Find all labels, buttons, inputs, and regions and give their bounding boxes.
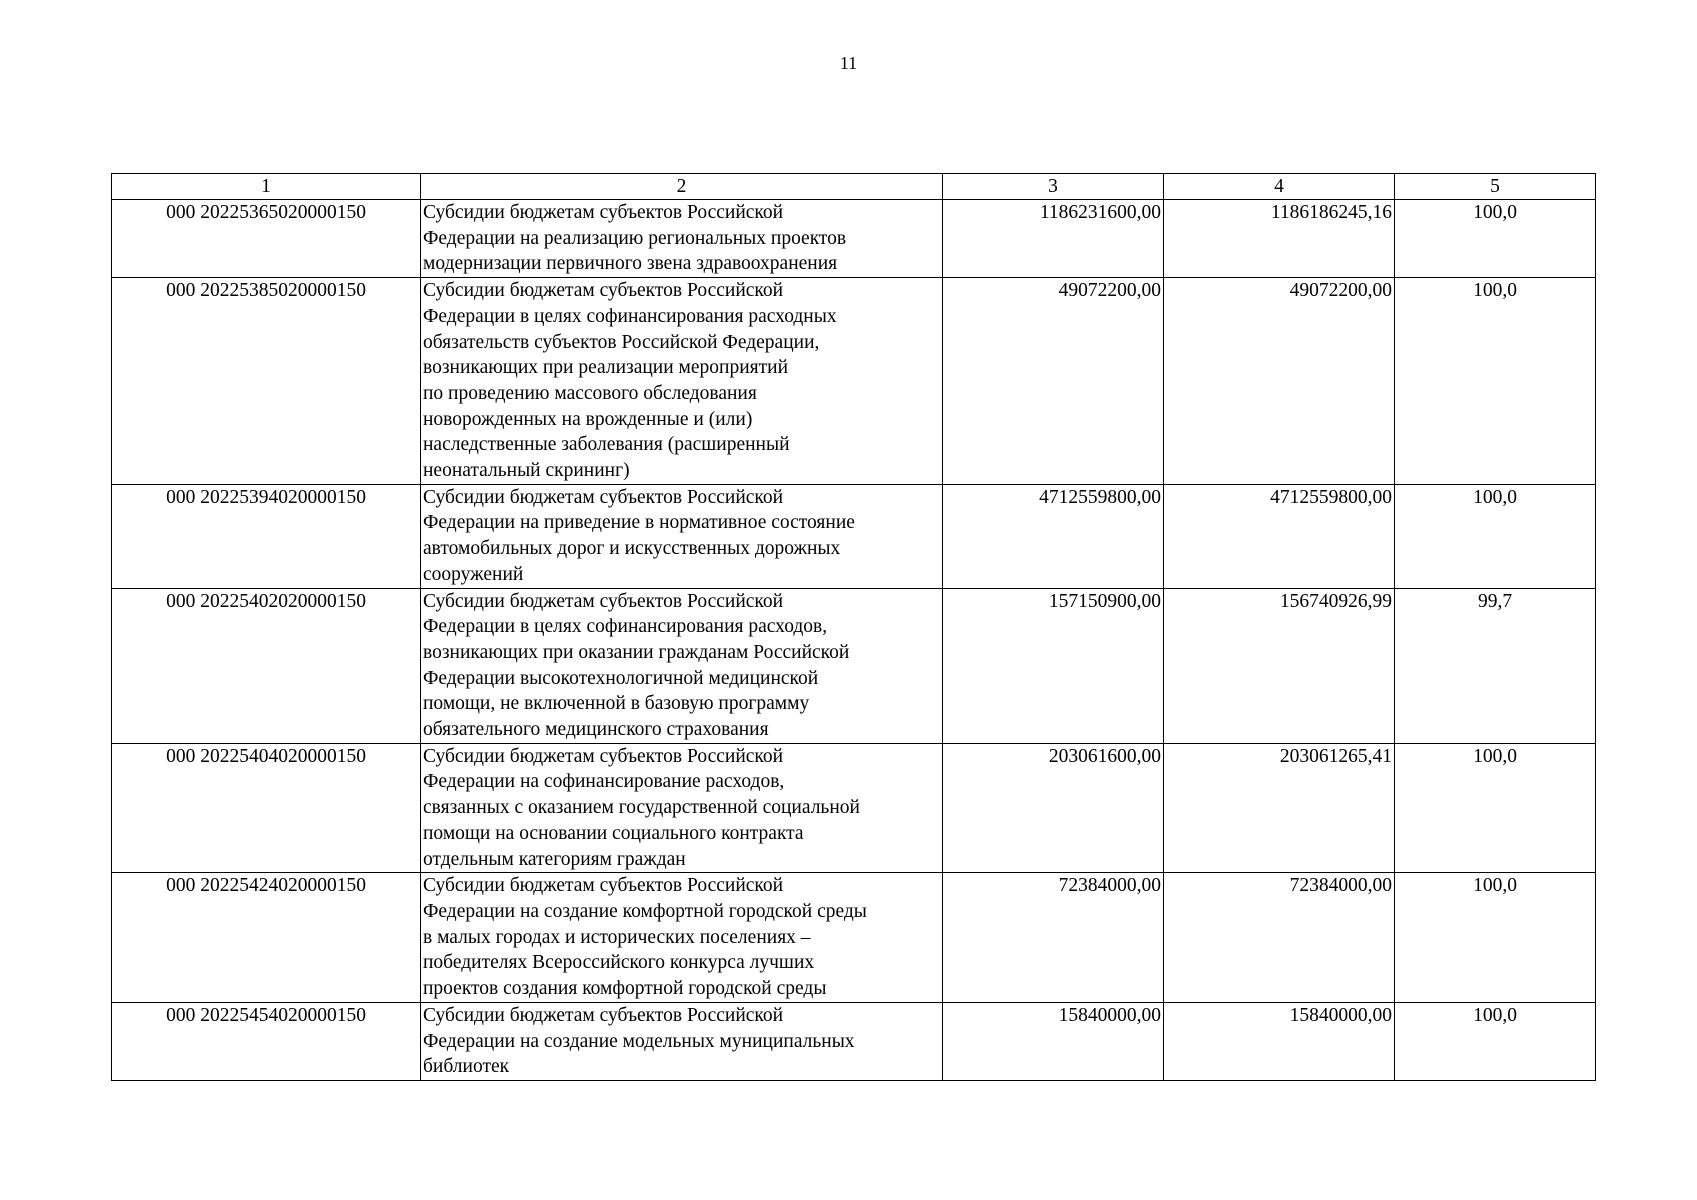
table-row	[112, 484, 1596, 588]
execution-percent-cell: 100,0	[1395, 1002, 1596, 1080]
budget-code-cell: 000 20225402020000150	[112, 588, 421, 743]
table-row	[112, 743, 1596, 873]
executed-amount-cell: 156740926,99	[1164, 588, 1395, 743]
executed-amount-cell: 49072200,00	[1164, 278, 1395, 485]
planned-amount-cell: 49072200,00	[943, 278, 1164, 485]
description-cell: Субсидии бюджетам субъектов Российской Федерации на приведение в нормативное состояние автомобильных дорог и искусственных дорожных сооружений	[421, 484, 943, 588]
budget-code-cell: 000 20225424020000150	[112, 873, 421, 1003]
table-header-row	[112, 174, 1596, 200]
planned-amount-cell: 4712559800,00	[943, 484, 1164, 588]
execution-percent-cell: 99,7	[1395, 588, 1596, 743]
table-row	[112, 588, 1596, 743]
execution-percent-cell: 100,0	[1395, 484, 1596, 588]
budget-code-cell: 000 20225454020000150	[112, 1002, 421, 1080]
description-cell: Субсидии бюджетам субъектов Российской Федерации на софинансирование расходов, связанных с оказанием государственной социальной помощи на основании социального контракта отдельным категориям граждан	[421, 743, 943, 873]
executed-amount-cell: 4712559800,00	[1164, 484, 1395, 588]
executed-amount-cell: 72384000,00	[1164, 873, 1395, 1003]
description-cell: Субсидии бюджетам субъектов Российской Федерации на реализацию региональных проектов модернизации первичного звена здравоохранения	[421, 200, 943, 278]
column-header-1: 1	[112, 174, 421, 200]
budget-code-cell: 000 20225365020000150	[112, 200, 421, 278]
execution-percent-cell: 100,0	[1395, 278, 1596, 485]
planned-amount-cell: 15840000,00	[943, 1002, 1164, 1080]
table-row	[112, 1002, 1596, 1080]
column-header-4: 4	[1164, 174, 1395, 200]
planned-amount-cell: 203061600,00	[943, 743, 1164, 873]
description-cell: Субсидии бюджетам субъектов Российской Федерации в целях софинансирования расходных обязательств субъектов Российской Федерации, возникающих при реализации мероприятий по проведению массового обследования новорожденных на врожденные и (или) наследственные заболевания (расширенный неонатальный скрининг)	[421, 278, 943, 485]
execution-percent-cell: 100,0	[1395, 873, 1596, 1003]
table-row	[112, 278, 1596, 485]
execution-percent-cell: 100,0	[1395, 743, 1596, 873]
planned-amount-cell: 72384000,00	[943, 873, 1164, 1003]
budget-table	[111, 173, 1596, 1081]
executed-amount-cell: 1186186245,16	[1164, 200, 1395, 278]
table-row	[112, 873, 1596, 1003]
budget-code-cell: 000 20225385020000150	[112, 278, 421, 485]
description-cell: Субсидии бюджетам субъектов Российской Федерации на создание модельных муниципальных библиотек	[421, 1002, 943, 1080]
budget-code-cell: 000 20225394020000150	[112, 484, 421, 588]
description-cell: Субсидии бюджетам субъектов Российской Федерации на создание комфортной городской среды в малых городах и исторических поселениях – победителях Всероссийского конкурса лучших проектов создания комфортной городской среды	[421, 873, 943, 1003]
planned-amount-cell: 157150900,00	[943, 588, 1164, 743]
executed-amount-cell: 203061265,41	[1164, 743, 1395, 873]
column-header-5: 5	[1395, 174, 1596, 200]
column-header-2: 2	[421, 174, 943, 200]
column-header-3: 3	[943, 174, 1164, 200]
planned-amount-cell: 1186231600,00	[943, 200, 1164, 278]
description-cell: Субсидии бюджетам субъектов Российской Федерации в целях софинансирования расходов, возникающих при оказании гражданам Российской Федерации высокотехнологичной медицинской помощи, не включенной в базовую программу обязательного медицинского страхования	[421, 588, 943, 743]
budget-code-cell: 000 20225404020000150	[112, 743, 421, 873]
executed-amount-cell: 15840000,00	[1164, 1002, 1395, 1080]
page-number: 11	[839, 53, 858, 73]
execution-percent-cell: 100,0	[1395, 200, 1596, 278]
table-row	[112, 200, 1596, 278]
